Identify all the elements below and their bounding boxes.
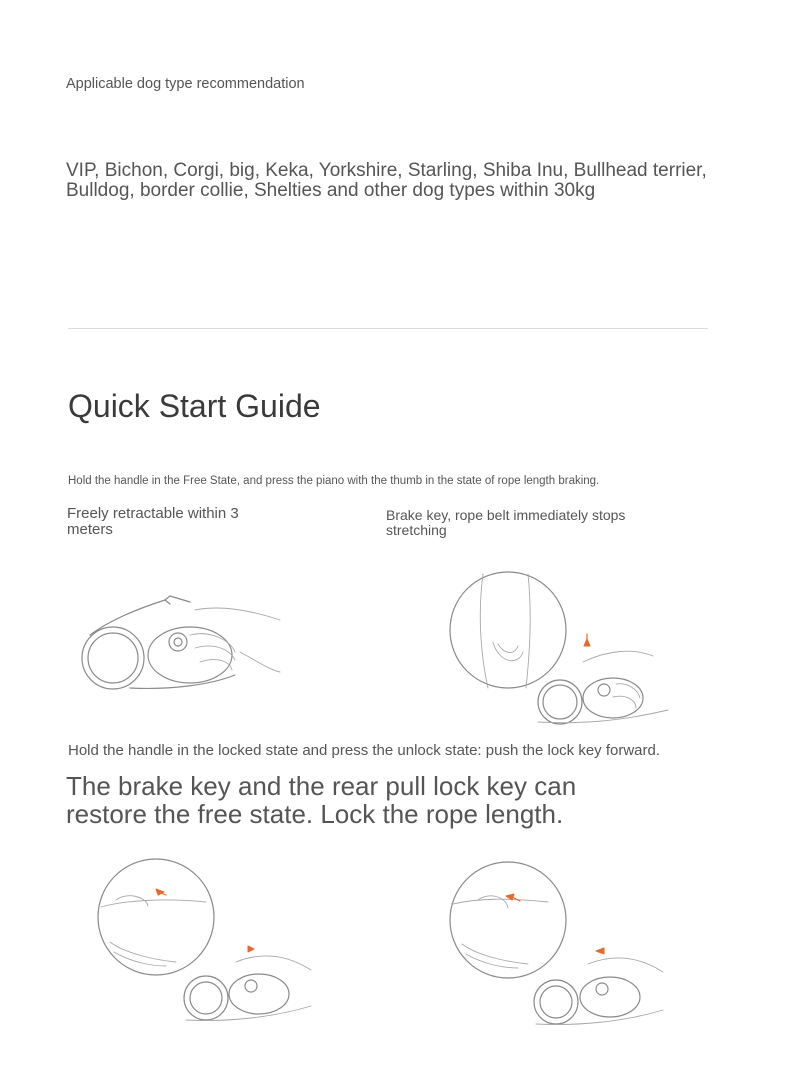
brake-note-text: The brake key and the rear pull lock key can restore the free state. Lock the rope length. (66, 771, 577, 829)
section-subtitle: Applicable dog type recommendation (66, 76, 305, 92)
dog-types-text: VIP, Bichon, Corgi, big, Keka, Yorkshire, Starling, Shiba Inu, Bullhead terrier, Bulldog, border collie, Shelties and other dog types within 30kg (66, 160, 707, 201)
free-state-instruction: Hold the handle in the Free State, and press the piano with the thumb in the state of rope length braking. (68, 475, 600, 487)
caption-brake-key: Brake key, rope belt immediately stops stretching (386, 507, 626, 538)
locked-state-instruction: Hold the handle in the locked state and press the unlock state: push the lock key forward. (68, 742, 661, 759)
lock-key-pull-illustration (448, 864, 668, 1029)
brake-key-illustration (448, 572, 678, 732)
section-divider (68, 328, 708, 329)
lock-key-push-illustration (96, 862, 316, 1027)
leash-free-state-illustration (70, 590, 285, 700)
page-title: Quick Start Guide (68, 388, 321, 424)
caption-free-retract: Freely retractable within 3 meters (67, 505, 239, 538)
